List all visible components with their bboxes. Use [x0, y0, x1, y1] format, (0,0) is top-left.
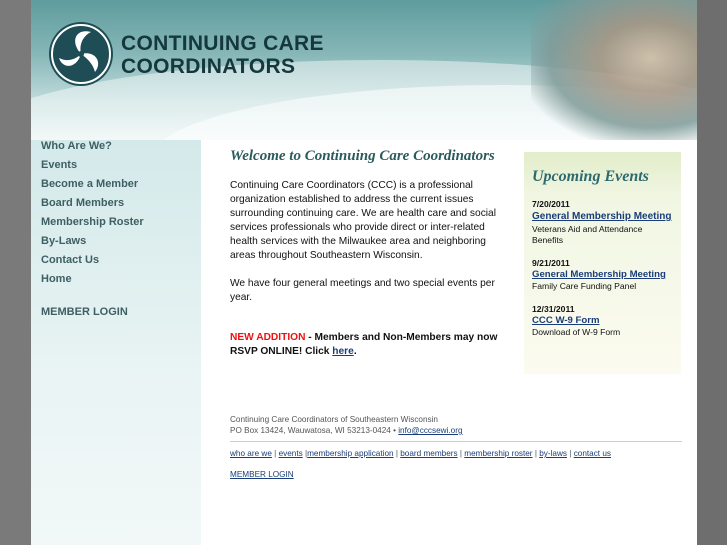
footer-link-membership-roster[interactable]: membership roster	[464, 449, 533, 458]
event-description: Veterans Aid and Attendance Benefits	[532, 224, 643, 245]
new-addition-text: - Members and Non-Members may now RSVP ONLINE! Click	[230, 332, 498, 357]
event-title-link[interactable]: General Membership Meeting	[532, 211, 672, 222]
event-item	[532, 258, 674, 292]
header-photo	[531, 0, 697, 140]
sidebar-member-login[interactable]: MEMBER LOGIN	[41, 306, 128, 318]
sidebar-item-by-laws[interactable]: By-Laws	[41, 235, 87, 247]
page	[31, 0, 697, 545]
footer-link-events[interactable]: events	[278, 449, 303, 458]
sidebar-item-home[interactable]: Home	[41, 273, 72, 285]
notice-period: .	[353, 346, 357, 357]
logo-line-2: COORDINATORS	[121, 55, 296, 78]
sidebar-item-become-member[interactable]: Become a Member	[41, 178, 139, 190]
sidebar	[31, 140, 201, 545]
page-edge	[697, 0, 727, 545]
sidebar-item-who-are-we[interactable]: Who Are We?	[41, 140, 112, 152]
footer-link-by-laws[interactable]: by-laws	[539, 449, 567, 458]
event-description: Download of W-9 Form	[532, 327, 621, 337]
event-date: 9/21/2011	[532, 258, 570, 268]
footer-org-name: Continuing Care Coordinators of Southeastern Wisconsin	[230, 415, 438, 424]
event-title-link[interactable]: CCC W-9 Form	[532, 315, 600, 326]
logo-line-1: CONTINUING CARE	[121, 32, 324, 55]
rsvp-here-link[interactable]: here	[332, 346, 354, 357]
footer-link-board-members[interactable]: board members	[400, 449, 458, 458]
header-banner	[31, 0, 697, 140]
sidebar-item-membership-roster[interactable]: Membership Roster	[41, 216, 144, 228]
footer-address-text: PO Box 13424, Wauwatosa, WI 53213-0424 •	[230, 426, 399, 435]
sidebar-nav	[31, 140, 201, 325]
logo-icon[interactable]	[47, 20, 115, 88]
events-heading: Upcoming Events	[532, 168, 649, 185]
intro-paragraph: Continuing Care Coordinators (CCC) is a professional organization established to address the current issues surrounding continuing care. We are health care and social services professionals who provide direct or inter-related health services with the Milwaukee area and neighboring areas throughout Southeastern Wisconsin.	[230, 180, 496, 261]
event-date: 12/31/2011	[532, 304, 575, 314]
event-item	[532, 199, 674, 246]
footer-links: who are we | events |membership application | board members | membership roster | by-laws | contact us	[230, 449, 612, 458]
footer-divider	[230, 441, 682, 442]
upcoming-events-box	[524, 152, 681, 374]
footer-link-membership-application[interactable]: membership application	[307, 449, 394, 458]
event-title-link[interactable]: General Membership Meeting	[532, 269, 666, 280]
new-addition-label: NEW ADDITION	[230, 332, 306, 343]
page-title: Welcome to Continuing Care Coordinators	[230, 148, 495, 164]
footer-link-who-are-we[interactable]: who are we	[230, 449, 272, 458]
sidebar-item-contact-us[interactable]: Contact Us	[41, 254, 100, 266]
footer-member-login-link[interactable]: MEMBER LOGIN	[230, 470, 294, 479]
footer-email-link[interactable]: info@cccsewi.org	[398, 426, 463, 435]
event-description: Family Care Funding Panel	[532, 281, 637, 291]
main-content	[230, 148, 510, 373]
sidebar-item-board-members[interactable]: Board Members	[41, 197, 125, 209]
meetings-paragraph: We have four general meetings and two special events per year.	[230, 278, 495, 303]
footer-link-contact-us[interactable]: contact us	[573, 449, 612, 458]
footer	[230, 414, 682, 480]
logo-wordmark[interactable]	[121, 32, 324, 78]
event-date: 7/20/2011	[532, 199, 570, 209]
sidebar-item-events[interactable]: Events	[41, 159, 78, 171]
footer-address	[230, 425, 682, 436]
new-addition-notice	[230, 331, 510, 359]
event-item	[532, 304, 674, 338]
